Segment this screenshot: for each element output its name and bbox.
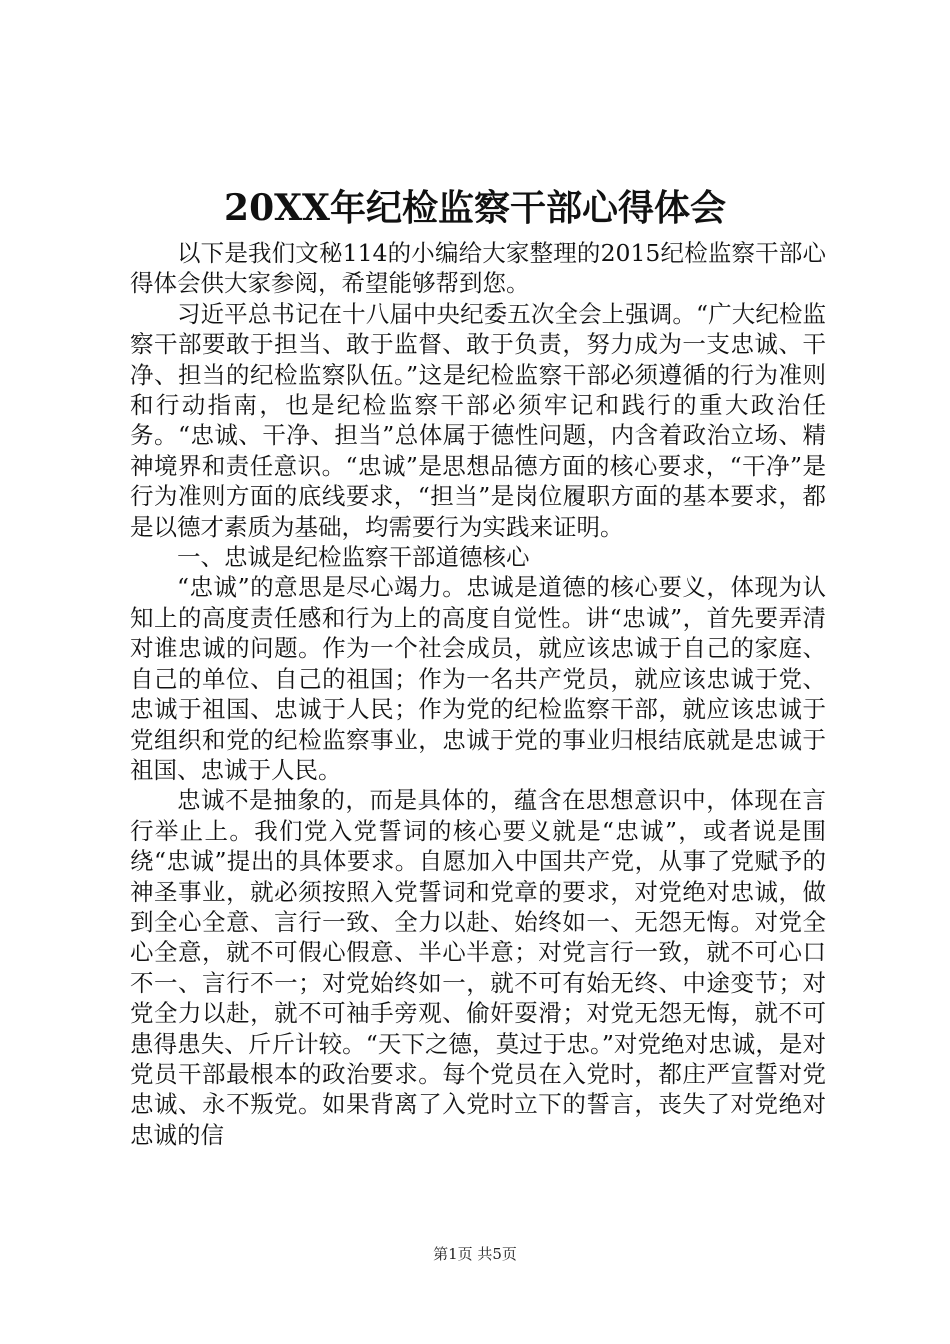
paragraph-speech: 习近平总书记在十八届中央纪委五次全会上强调。“广大纪检监察干部要敢于担当、敢于监督、敢于负责，努力成为一支忠诚、干净、担当的纪检监察队伍。”这是纪检监察干部必须遵循的行为准则和行动指南，也是纪检监察干部必须牢记和践行的重大政治任务。“忠诚、干净、担当”总体属于德性问题，内含着政治立场、精神境界和责任意识。“忠诚”是思想品德方面的核心要求，“干净”是行为准则方面的底线要求，“担当”是岗位履职方面的基本要求，都是以德才素质为基础，均需要行为实践来证明。 [130, 299, 826, 541]
document-body [130, 238, 826, 1150]
document-title: 20XX年纪检监察干部心得体会 [224, 187, 726, 229]
paragraph-loyalty-concrete: 忠诚不是抽象的，而是具体的，蕴含在思想意识中，体现在言行举止上。我们党入党誓词的核心要义就是“忠诚”，或者说是围绕“忠诚”提出的具体要求。自愿加入中国共产党，从事了党赋予的神圣事业，就必须按照入党誓词和党章的要求，对党绝对忠诚，做到全心全意、言行一致、全力以赴、始终如一、无怨无悔。对党全心全意，就不可假心假意、半心半意；对党言行一致，就不可心口不一、言行不一；对党始终如一，就不可有始无终、中途变节；对党全力以赴，就不可袖手旁观、偷奸耍滑；对党无怨无悔，就不可患得患失、斤斤计较。“天下之德，莫过于忠。”对党绝对忠诚，是对党员干部最根本的政治要求。每个党员在入党时，都庄严宣誓对党忠诚、永不叛党。如果背离了入党时立下的誓言，丧失了对党绝对忠诚的信 [130, 786, 826, 1149]
section-heading-loyalty: 一、忠诚是纪检监察干部道德核心 [177, 543, 530, 572]
paragraph-intro: 以下是我们文秘114的小编给大家整理的2015纪检监察干部心得体会供大家参阅，希望能够帮到您。 [130, 239, 826, 298]
page-footer: 第1页 共5页 [433, 1245, 517, 1263]
paragraph-loyalty-meaning: “忠诚”的意思是尽心竭力。忠诚是道德的核心要义，体现为认知上的高度责任感和行为上的高度自觉性。讲“忠诚”，首先要弄清对谁忠诚的问题。作为一个社会成员，就应该忠诚于自己的家庭、自己的单位、自己的祖国；作为一名共产党员，就应该忠诚于党、忠诚于祖国、忠诚于人民；作为党的纪检监察干部，就应该忠诚于党组织和党的纪检监察事业，忠诚于党的事业归根结底就是忠诚于祖国、忠诚于人民。 [130, 573, 826, 784]
